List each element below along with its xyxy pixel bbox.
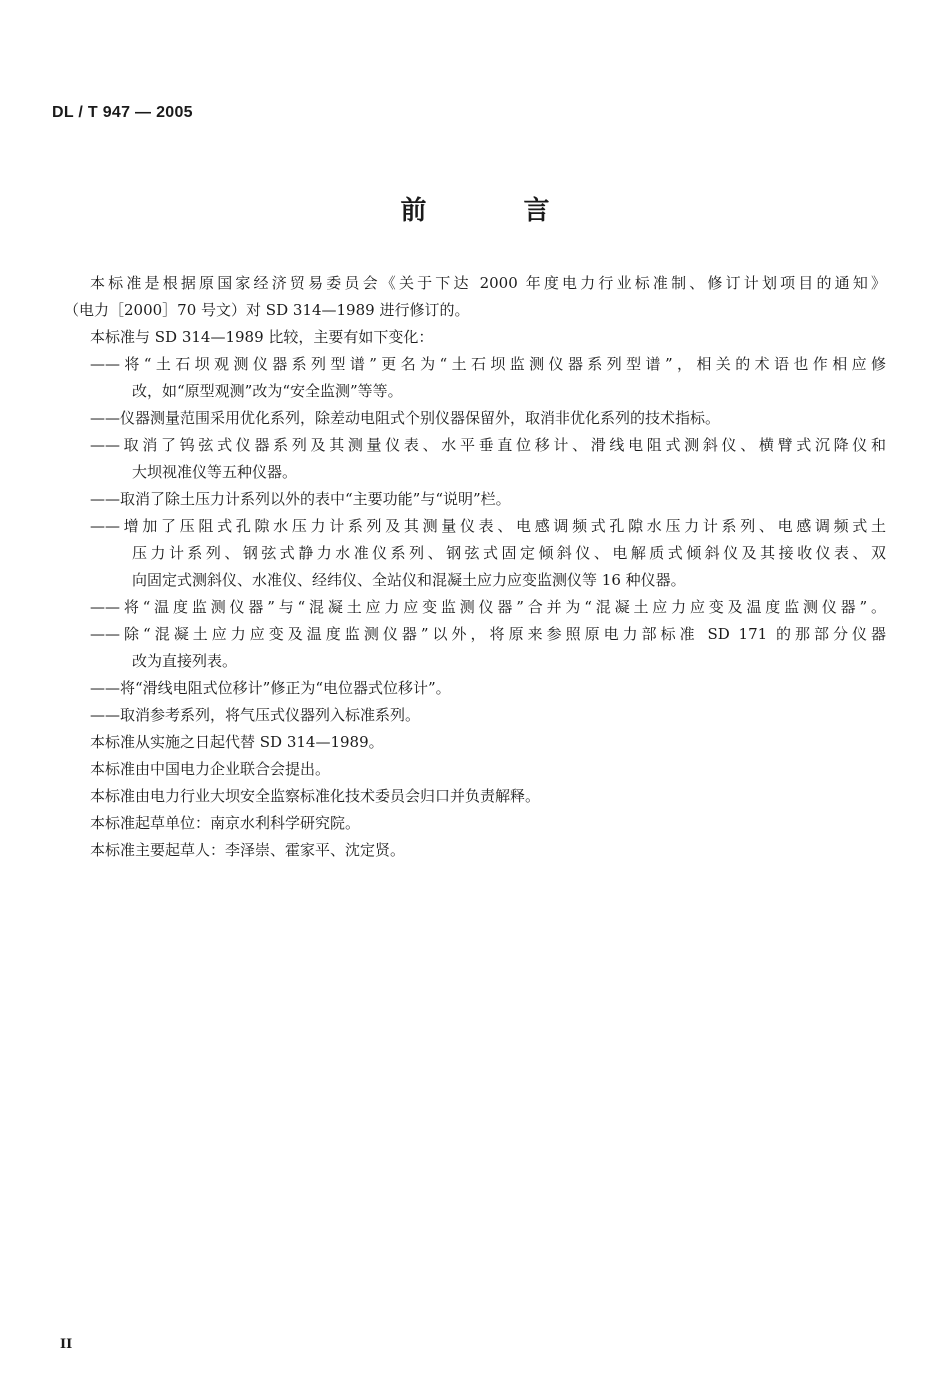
change-item-2: ——仪器测量范围采用优化系列，除差动电阻式个别仪器保留外，取消非优化系列的技术指标。 bbox=[90, 409, 721, 427]
change-item-5-cont-2: 向固定式测斜仪、水准仪、经纬仪、全站仪和混凝土应力应变监测仪等 16 种仪器。 bbox=[132, 571, 686, 589]
change-item-5: ——增加了压阻式孔隙水压力计系列及其测量仪表、电感调频式孔隙水压力计系列、电感调频式土 bbox=[90, 517, 886, 535]
change-item-7-cont: 改为直接列表。 bbox=[132, 652, 238, 670]
document-code: DL / T 947 — 2005 bbox=[52, 104, 193, 121]
change-item-7: ——除“混凝土应力应变及温度监测仪器”以外，将原来参照原电力部标准 SD 171 的那部分仪器 bbox=[90, 625, 886, 643]
closing-drafters: 本标准主要起草人：李泽崇、霍家平、沈定贤。 bbox=[90, 841, 406, 859]
change-item-5-cont-1: 压力计系列、钢弦式静力水准仪系列、钢弦式固定倾斜仪、电解质式倾斜仪及其接收仪表、双 bbox=[132, 544, 886, 562]
change-item-4: ——取消了除土压力计系列以外的表中“主要功能”与“说明”栏。 bbox=[90, 490, 511, 508]
change-item-3: ——取消了钨弦式仪器系列及其测量仪表、水平垂直位移计、滑线电阻式测斜仪、横臂式沉降仪和 bbox=[90, 436, 886, 454]
closing-interpreter: 本标准由电力行业大坝安全监察标准化技术委员会归口并负责解释。 bbox=[90, 787, 541, 805]
page-number: II bbox=[60, 1337, 73, 1352]
intro-line-1: 本标准是根据原国家经济贸易委员会《关于下达 2000 年度电力行业标准制、修订计划项目的通知》 bbox=[90, 274, 886, 292]
change-item-9: ——取消参考系列，将气压式仪器列入标准系列。 bbox=[90, 706, 421, 724]
closing-drafting-unit: 本标准起草单位：南京水利科学研究院。 bbox=[90, 814, 361, 832]
page-title: 前 言 bbox=[400, 196, 594, 226]
change-item-3-cont: 大坝视准仪等五种仪器。 bbox=[132, 463, 298, 481]
closing-replace: 本标准从实施之日起代替 SD 314—1989。 bbox=[90, 733, 384, 751]
change-item-6: ——将“温度监测仪器”与“混凝土应力应变监测仪器”合并为“混凝土应力应变及温度监测仪器”。 bbox=[90, 598, 886, 616]
change-item-1-cont: 改，如“原型观测”改为“安全监测”等等。 bbox=[132, 382, 403, 400]
foreword-body bbox=[0, 270, 950, 864]
intro-line-2: （电力［2000］70 号文）对 SD 314—1989 进行修订的。 bbox=[64, 301, 470, 319]
closing-proposer: 本标准由中国电力企业联合会提出。 bbox=[90, 760, 331, 778]
change-item-8: ——将“滑线电阻式位移计”修正为“电位器式位移计”。 bbox=[90, 679, 451, 697]
change-item-1: ——将“土石坝观测仪器系列型谱”更名为“土石坝监测仪器系列型谱”，相关的术语也作相应修 bbox=[90, 355, 886, 373]
compare-intro: 本标准与 SD 314—1989 比较，主要有如下变化： bbox=[90, 328, 434, 346]
